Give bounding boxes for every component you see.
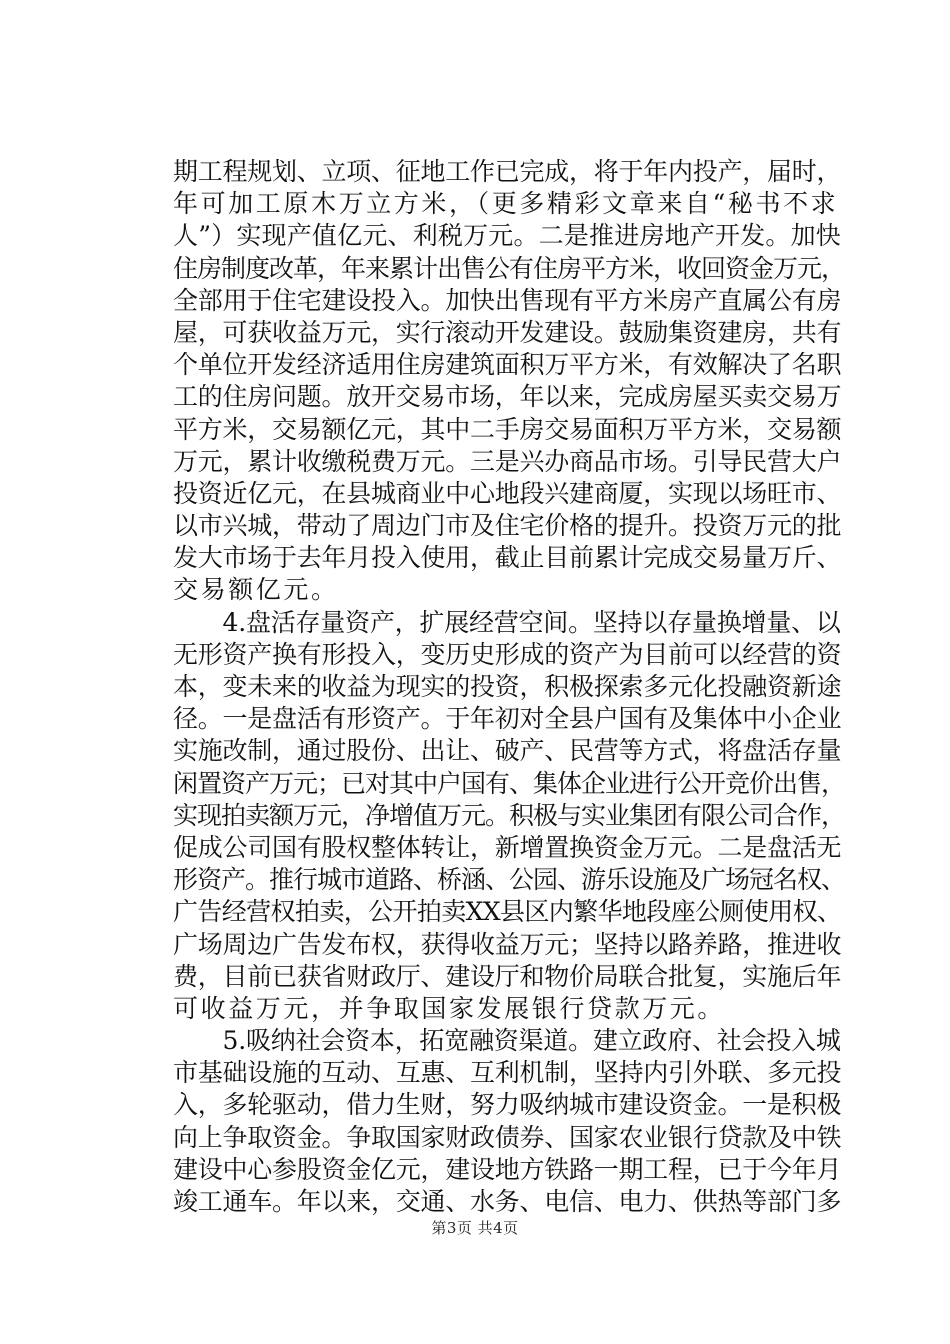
body-text [173,156,846,1218]
text-line: 广场周边广告发布权，获得收益万元；坚持以路养路，推进收 [173,929,842,959]
text-line: 5.吸纳社会资本，拓宽融资渠道。建立政府、社会投入城 [173,1026,841,1056]
text-line: 径。一是盘活有形资产。于年初对全县户国有及集体中小企业 [173,704,842,734]
page-number: 第3页 共4页 [431,1219,519,1237]
text-line: 4.盘活存量资产，扩展经营空间。坚持以存量换增量、以 [173,607,841,637]
text-line: 期工程规划、立项、征地工作已完成，将于年内投产，届时， [173,157,842,186]
text-line: 交易额亿元。 [173,575,339,605]
text-line: 工的住房问题。放开交易市场，年以来，完成房屋买卖交易万 [173,382,842,412]
text-line: 入，多轮驱动，借力生财，努力吸纳城市建设资金。一是积极 [173,1090,842,1120]
text-line: 无形资产换有形投入，变历史形成的资产为目前可以经营的资 [173,639,842,669]
text-line: 万元，累计收缴税费万元。三是兴办商品市场。引导民营大户 [173,446,842,476]
text-line: 可收益万元，并争取国家发展银行贷款万元。 [173,993,726,1023]
text-line: 竣工通车。年以来，交通、水务、电信、电力、供热等部门多 [173,1187,842,1216]
text-line: 住房制度改革，年来累计出售公有住房平方米，收回资金万元， [173,253,846,283]
text-line: 本，变未来的收益为现实的投资，积极探索多元化投融资新途 [173,672,842,701]
text-line: 年可加工原木万立方米，（更多精彩文章来自“秘书不求 [173,189,839,219]
text-line: 市基础设施的互动、互惠、互利机制，坚持内引外联、多元投 [173,1058,842,1088]
text-line: 投资近亿元，在县城商业中心地段兴建商厦，实现以场旺市、 [173,478,842,508]
text-line: 形资产。推行城市道路、桥涵、公园、游乐设施及广场冠名权、 [173,865,846,895]
text-line: 全部用于住宅建设投入。加快出售现有平方米房产直属公有房 [173,285,842,315]
text-line: 费，目前已获省财政厅、建设厅和物价局联合批复，实施后年 [173,961,842,991]
page-footer [0,1218,950,1238]
text-line: 平方米，交易额亿元，其中二手房交易面积万平方米，交易额 [173,414,842,444]
text-line: 实现拍卖额万元，净增值万元。积极与实业集团有限公司合作， [173,800,846,830]
text-line: 实施改制，通过股份、出让、破产、民营等方式，将盘活存量 [173,736,842,766]
text-line: 建设中心参股资金亿元，建设地方铁路一期工程，已于今年月 [173,1154,842,1184]
text-line: 以市兴城，带动了周边门市及住宅价格的提升。投资万元的批 [173,511,842,541]
text-line: 促成公司国有股权整体转让，新增置换资金万元。二是盘活无 [173,832,842,862]
text-line: 向上争取资金。争取国家财政债券、国家农业银行贷款及中铁 [173,1122,842,1152]
text-line: 人”）实现产值亿元、利税万元。二是推进房地产开发。加快 [173,221,841,251]
text-line: 发大市场于去年月投入使用，截止目前累计完成交易量万斤、 [173,543,842,573]
text-line: 闲置资产万元；已对其中户国有、集体企业进行公开竞价出售， [173,768,846,798]
text-line: 广告经营权拍卖，公开拍卖XX县区内繁华地段座公厕使用权、 [173,897,842,927]
text-line: 屋，可获收益万元，实行滚动开发建设。鼓励集资建房，共有 [173,317,842,347]
text-line: 个单位开发经济适用住房建筑面积万平方米，有效解决了名职 [173,350,842,380]
